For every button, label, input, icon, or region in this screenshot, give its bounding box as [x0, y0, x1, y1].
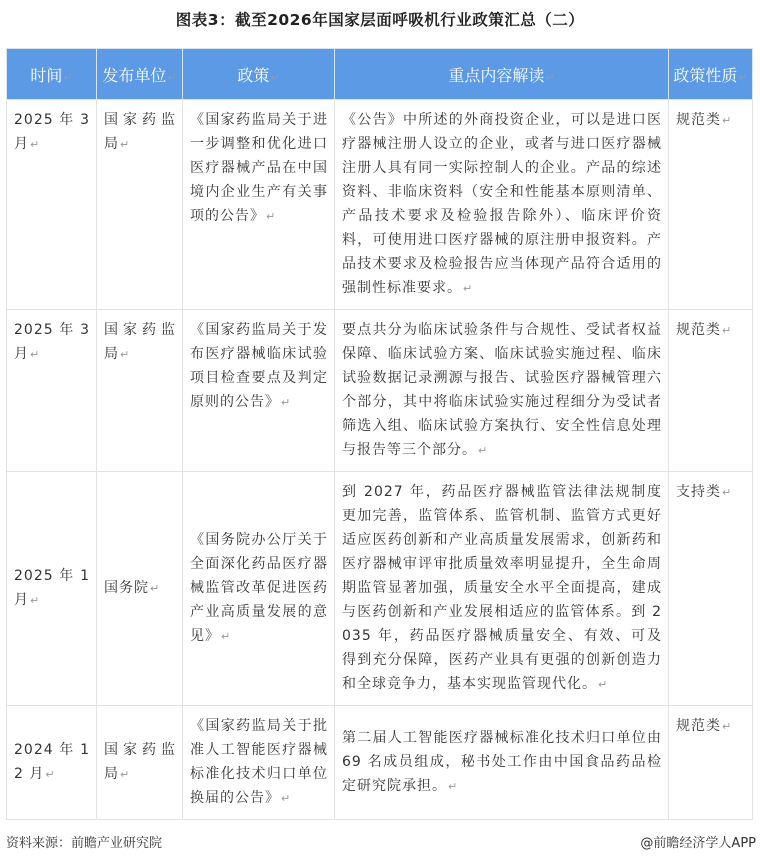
source-note: 资料来源：前瞻产业研究院: [6, 836, 163, 851]
header-policy: 政策 ↵: [183, 49, 335, 100]
table-row: [7, 706, 753, 820]
cell-content: 第二届人工智能医疗器械标准化技术归口单位由 69 名成员组成，秘书处工作由中国食品药品检定研究院承担。 ↵: [335, 706, 669, 820]
cell-issuer: 国家药监局 ↵: [97, 100, 183, 310]
figure-title: 图表3：截至2026年国家层面呼吸机行业政策汇总（二）: [175, 11, 585, 29]
policy-table: [6, 48, 753, 820]
cell-policy: 《国家药监局关于发布医疗器械临床试验项目检查要点及判定原则的公告》 ↵: [183, 310, 335, 472]
table-header-row: [7, 49, 753, 100]
cell-time: 2025 年 3 月 ↵: [7, 100, 97, 310]
cell-content: 到 2027 年，药品医疗器械监管法律法规制度更加完善，监管体系、监管机制、监管方式更好适应医药创新和产业高质量发展需求，创新药和医疗器械审评审批质量效率明显提升，全生命周期监管显著加强，质量安全水平全面提高，建成与医药创新和产业发展相适应的监管体系。到 2035 年，药品医疗器械质量安全、有效、可及得到充分保障，医药产业具有更强的创新创造力和全球竞争力，基本实现监管现代化。 ↵: [335, 472, 669, 706]
table-row: [7, 310, 753, 472]
cell-nature: 规范类 ↵: [669, 100, 753, 310]
cell-time: 2025 年 1 月 ↵: [7, 472, 97, 706]
credit-note: @前瞻经济学人APP: [640, 836, 756, 851]
cell-issuer: 国家药监局 ↵: [97, 706, 183, 820]
table-row: [7, 100, 753, 310]
header-time: 时间 ↵: [7, 49, 97, 100]
cell-content: 要点共分为临床试验条件与合规性、受试者权益保障、临床试验方案、临床试验实施过程、临床试验数据记录溯源与报告、试验医疗器械管理六个部分，其中将临床试验实施过程细分为受试者筛选入组、临床试验方案执行、安全性信息处理与报告等三个部分。 ↵: [335, 310, 669, 472]
cell-nature: 规范类 ↵: [669, 706, 753, 820]
cell-issuer: 国务院 ↵: [97, 472, 183, 706]
table-wrapper: [0, 40, 760, 820]
cell-content: 《公告》中所述的外商投资企业，可以是进口医疗器械注册人设立的企业，或者与进口医疗器械注册人具有同一实际控制人的企业。产品的综述资料、非临床资料（安全和性能基本原则清单、产品技术要求及检验报告除外）、临床评价资料，可使用进口医疗器械的原注册申报资料。产品技术要求及检验报告应当体现产品符合适用的强制性标准要求。 ↵: [335, 100, 669, 310]
header-issuer: 发布单位 ↵: [97, 49, 183, 100]
header-nature: 政策性质 ↵: [669, 49, 753, 100]
cell-policy: 《国家药监局关于批准人工智能医疗器械标准化技术归口单位换届的公告》 ↵: [183, 706, 335, 820]
header-content: 重点内容解读 ↵: [335, 49, 669, 100]
footer: [0, 820, 760, 859]
cell-issuer: 国家药监局 ↵: [97, 310, 183, 472]
cell-time: 2025 年 3 月 ↵: [7, 310, 97, 472]
table-row: [7, 472, 753, 706]
cell-nature: 规范类 ↵: [669, 310, 753, 472]
cell-nature: 支持类 ↵: [669, 472, 753, 706]
cell-time: 2024 年 12 月 ↵: [7, 706, 97, 820]
cell-policy: 《国家药监局关于进一步调整和优化进口医疗器械产品在中国境内企业生产有关事项的公告》 ↵: [183, 100, 335, 310]
cell-policy: 《国务院办公厅关于全面深化药品医疗器械监管改革促进医药产业高质量发展的意见》 ↵: [183, 472, 335, 706]
